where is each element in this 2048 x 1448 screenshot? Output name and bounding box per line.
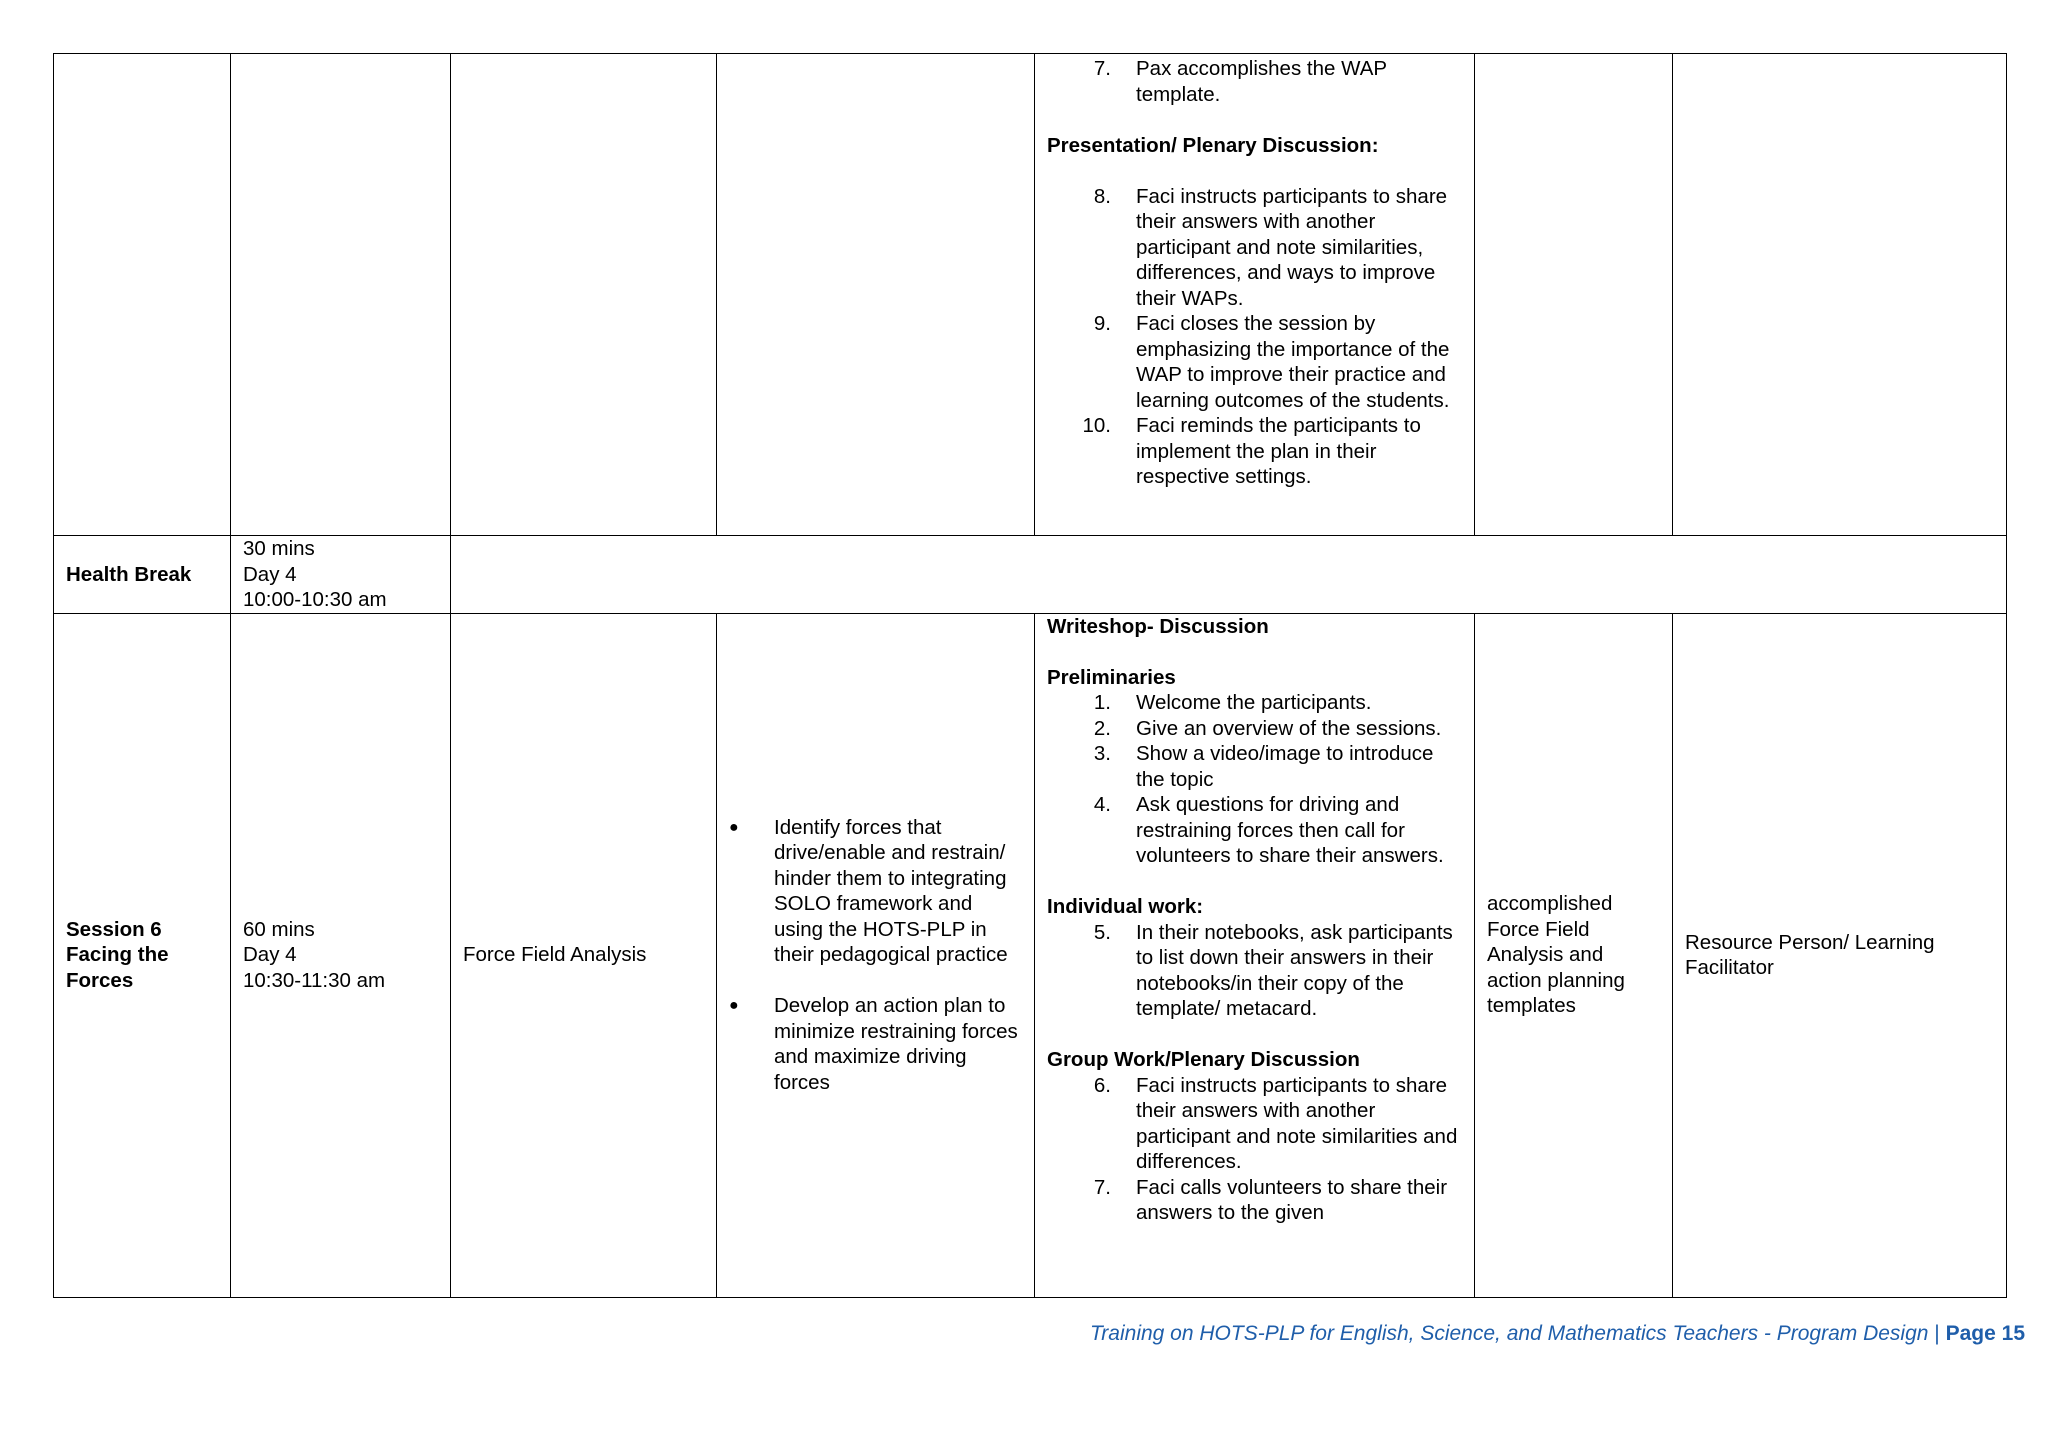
steps-list bbox=[1047, 690, 1462, 869]
step-number: 8. bbox=[1093, 184, 1111, 208]
cell-duration bbox=[231, 54, 451, 536]
step-text: Ask questions for driving and restraining forces then call for volunteers to share their answers. bbox=[1136, 793, 1444, 867]
step-text: Faci reminds the participants to implement the plan in their respective settings. bbox=[1136, 414, 1421, 488]
session-resource: Resource Person/ Learning Facilitator bbox=[1673, 613, 2007, 1297]
list-item bbox=[729, 815, 1022, 968]
session-title-line: Session 6 bbox=[66, 917, 162, 941]
step-number: 2. bbox=[1093, 716, 1111, 740]
steps-list bbox=[1047, 920, 1462, 1022]
list-item bbox=[1047, 690, 1462, 716]
session-topic: Force Field Analysis bbox=[451, 613, 717, 1297]
step-text: Faci instructs participants to share their answers with another participant and note similarities and differences. bbox=[1136, 1073, 1458, 1173]
session-activities bbox=[1035, 613, 1475, 1297]
health-break-time bbox=[231, 536, 451, 614]
presentation-heading: Presentation/ Plenary Discussion: bbox=[1047, 133, 1379, 157]
objective-text: Identify forces that drive/enable and restrain/ hinder them to integrating SOLO framework and using the HOTS-PLP in their pedagogical practice bbox=[774, 815, 1008, 967]
list-item bbox=[1047, 1175, 1462, 1226]
session-title-line: Forces bbox=[66, 968, 134, 992]
list-item bbox=[1047, 792, 1462, 869]
page-footer bbox=[1090, 1322, 2025, 1346]
step-number: 7. bbox=[1093, 57, 1111, 80]
objective-text: Develop an action plan to minimize restraining forces and maximize driving forces bbox=[774, 994, 1018, 1094]
list-item bbox=[1047, 741, 1462, 792]
step-number: 9. bbox=[1093, 312, 1111, 335]
table-row bbox=[54, 536, 2007, 614]
day-text: Day 4 bbox=[243, 562, 297, 586]
step-number: 1. bbox=[1093, 691, 1111, 714]
footer-separator: | bbox=[1934, 1322, 1940, 1345]
table-row bbox=[54, 613, 2007, 1297]
time-text: 10:30-11:30 am bbox=[243, 968, 386, 992]
health-break-label: Health Break bbox=[54, 536, 231, 614]
objectives-list bbox=[729, 815, 1022, 1096]
list-item bbox=[1047, 920, 1462, 1022]
list-item bbox=[1047, 56, 1462, 107]
step-text: In their notebooks, ask participants to list down their answers in their notebooks/in their copy of the template/ metacard. bbox=[1136, 920, 1453, 1020]
list-item bbox=[1047, 413, 1462, 490]
cell-resource bbox=[1673, 54, 2007, 536]
step-number: 5. bbox=[1093, 920, 1111, 944]
step-number: 10. bbox=[1082, 414, 1111, 437]
preliminaries-heading: Preliminaries bbox=[1047, 665, 1176, 689]
step-text: Welcome the participants. bbox=[1136, 691, 1372, 714]
page-number: Page 15 bbox=[1945, 1322, 2025, 1345]
activity-heading: Writeshop- Discussion bbox=[1047, 614, 1269, 638]
cell-activities bbox=[1035, 54, 1475, 536]
list-item bbox=[1047, 184, 1462, 312]
bullet-icon: ● bbox=[729, 818, 739, 836]
step-text: Pax accomplishes the WAP template. bbox=[1136, 57, 1387, 106]
duration-text: 30 mins bbox=[243, 537, 315, 560]
cell-topic bbox=[451, 54, 717, 536]
step-number: 4. bbox=[1093, 793, 1111, 816]
steps-list bbox=[1047, 1073, 1462, 1226]
steps-list bbox=[1047, 184, 1462, 490]
steps-list bbox=[1047, 56, 1462, 107]
step-number: 3. bbox=[1093, 742, 1111, 765]
health-break-blank bbox=[451, 536, 2007, 614]
footer-title: Training on HOTS-PLP for English, Science, and Mathematics Teachers - Program Design bbox=[1090, 1322, 1929, 1345]
table-row bbox=[54, 54, 2007, 536]
cell-session bbox=[54, 54, 231, 536]
list-item bbox=[1047, 311, 1462, 413]
step-text: Show a video/image to introduce the topic bbox=[1136, 742, 1434, 791]
step-number: 6. bbox=[1093, 1073, 1111, 1097]
list-item bbox=[729, 993, 1022, 1095]
step-text: Faci instructs participants to share their answers with another participant and note similarities, differences, and ways to improve their WAPs. bbox=[1136, 184, 1448, 310]
session-objectives bbox=[717, 613, 1035, 1297]
step-number: 7. bbox=[1093, 1175, 1111, 1199]
duration-text: 60 mins bbox=[243, 917, 315, 941]
step-text: Faci closes the session by emphasizing the importance of the WAP to improve their practice and learning outcomes of the students. bbox=[1136, 312, 1450, 412]
step-text: Give an overview of the sessions. bbox=[1136, 716, 1442, 740]
session-time bbox=[231, 613, 451, 1297]
list-item bbox=[1047, 716, 1462, 742]
individual-heading: Individual work: bbox=[1047, 895, 1204, 918]
step-text: Faci calls volunteers to share their answers to the given bbox=[1136, 1175, 1448, 1224]
time-text: 10:00-10:30 am bbox=[243, 588, 387, 611]
list-item bbox=[1047, 1073, 1462, 1175]
session-title-line: Facing the bbox=[66, 943, 169, 967]
bullet-icon: ● bbox=[729, 997, 739, 1015]
cell-output bbox=[1475, 54, 1673, 536]
day-text: Day 4 bbox=[243, 943, 297, 967]
session-title bbox=[54, 613, 231, 1297]
cell-objectives bbox=[717, 54, 1035, 536]
group-heading: Group Work/Plenary Discussion bbox=[1047, 1048, 1360, 1071]
program-design-table bbox=[53, 53, 2007, 1298]
session-output: accomplished Force Field Analysis and action planning templates bbox=[1475, 613, 1673, 1297]
